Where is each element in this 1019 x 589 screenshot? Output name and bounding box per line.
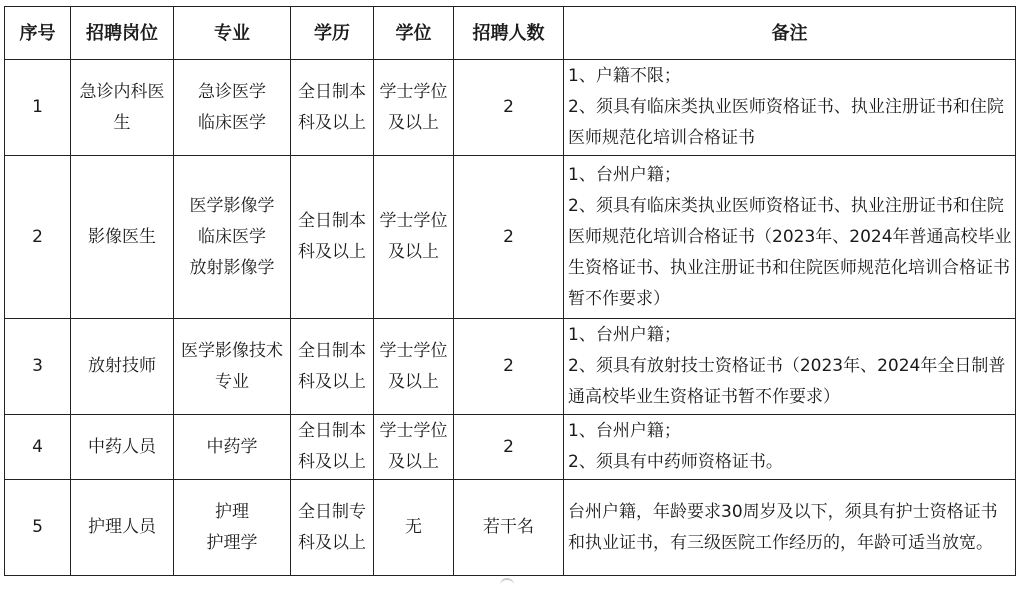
cell-notes: [564, 319, 1016, 415]
note-line: 1、台州户籍；: [568, 421, 681, 441]
cell-major: [174, 480, 291, 576]
cell-notes: [564, 480, 1016, 576]
cell-degree: 学士学位及以上: [374, 319, 454, 415]
cell-education: 全日制本科及以上: [291, 156, 374, 319]
table-row: [5, 319, 1016, 415]
cell-degree: 学士学位及以上: [374, 415, 454, 480]
note-line: 台州户籍，年龄要求30周岁及以下，须具有护士资格证书和执业证书，有三级医院工作经历的，年龄可适当放宽。: [568, 501, 998, 553]
cell-education: 全日制本科及以上: [291, 319, 374, 415]
cell-major: [174, 60, 291, 156]
cell-education: 全日制本科及以上: [291, 60, 374, 156]
cell-post: 急诊内科医生: [71, 60, 174, 156]
note-line: 2、须具有中药师资格证书。: [568, 452, 783, 472]
table-row: [5, 60, 1016, 156]
note-line: 2、须具有临床类执业医师资格证书、执业注册证书和住院医师规范化培训合格证书（2023年、2024年普通高校毕业生资格证书、执业注册证书和住院医师规范化培训合格证书暂不作要求）: [568, 195, 1012, 309]
header-no: 序号: [5, 7, 71, 60]
cell-count: 若干名: [454, 480, 564, 576]
table-row: [5, 415, 1016, 480]
cell-count: 2: [454, 60, 564, 156]
major-line: 临床医学: [198, 112, 266, 133]
cell-degree: 学士学位及以上: [374, 156, 454, 319]
header-notes: 备注: [564, 7, 1016, 60]
cell-notes: [564, 156, 1016, 319]
cell-education: 全日制本科及以上: [291, 415, 374, 480]
major-line: 医学影像学: [189, 195, 275, 216]
cell-no: 5: [5, 480, 71, 576]
cell-count: 2: [454, 319, 564, 415]
header-post: 招聘岗位: [71, 7, 174, 60]
note-line: 1、台州户籍；: [568, 164, 681, 185]
recruitment-table: [4, 6, 1016, 576]
note-line: 1、台州户籍；: [568, 325, 681, 345]
cell-major: [174, 156, 291, 319]
cell-no: 3: [5, 319, 71, 415]
major-line: 护理学: [206, 532, 258, 553]
table-row: [5, 480, 1016, 576]
cell-count: 2: [454, 415, 564, 480]
note-line: 2、须具有临床类执业医师资格证书、执业注册证书和住院医师规范化培训合格证书: [568, 97, 1004, 148]
cell-post: 影像医生: [71, 156, 174, 319]
major-line: 护理: [215, 501, 249, 522]
cell-count: 2: [454, 156, 564, 319]
major-line: 临床医学: [198, 226, 266, 247]
header-major: 专业: [174, 7, 291, 60]
note-line: 2、须具有放射技士资格证书（2023年、2024年全日制普通高校毕业生资格证书暂不作要求）: [568, 356, 1006, 407]
cell-post: 护理人员: [71, 480, 174, 576]
cell-major: 医学影像技术专业: [174, 319, 291, 415]
cell-no: 2: [5, 156, 71, 319]
cell-education: 全日制专科及以上: [291, 480, 374, 576]
watermark-mark: [500, 578, 514, 589]
header-count: 招聘人数: [454, 7, 564, 60]
cell-notes: [564, 415, 1016, 480]
cell-post: 放射技师: [71, 319, 174, 415]
header-education: 学历: [291, 7, 374, 60]
cell-major: 中药学: [174, 415, 291, 480]
major-line: 放射影像学: [189, 257, 275, 278]
cell-degree: 学士学位及以上: [374, 60, 454, 156]
cell-degree: 无: [374, 480, 454, 576]
cell-no: 4: [5, 415, 71, 480]
cell-post: 中药人员: [71, 415, 174, 480]
table-row: [5, 156, 1016, 319]
header-degree: 学位: [374, 7, 454, 60]
note-line: 1、户籍不限；: [568, 66, 681, 86]
header-row: [5, 7, 1016, 60]
cell-notes: [564, 60, 1016, 156]
cell-no: 1: [5, 60, 71, 156]
major-line: 急诊医学: [198, 81, 266, 102]
